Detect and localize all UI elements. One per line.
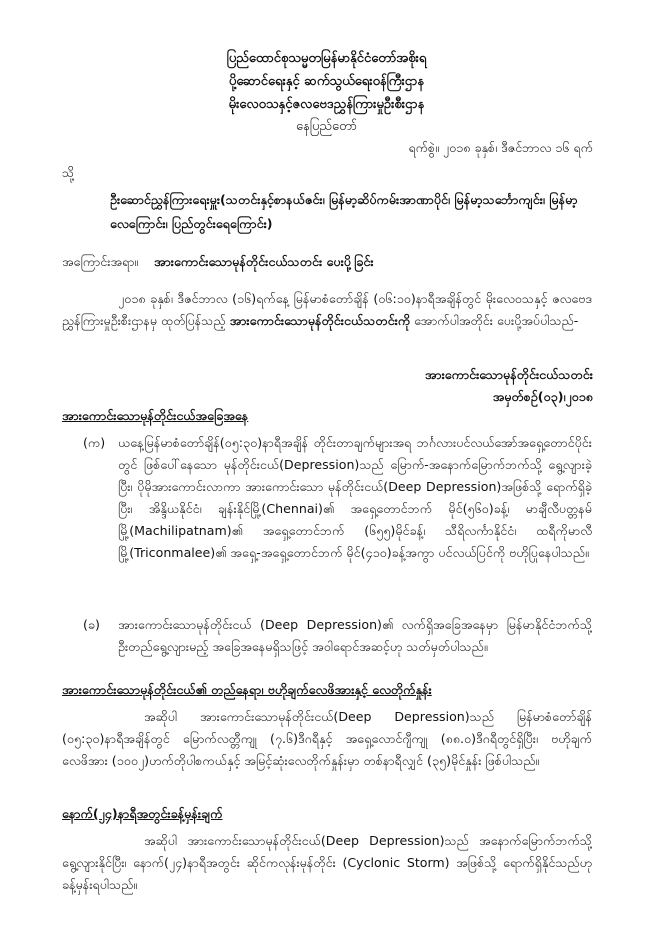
subject-label: အကြောင်းအရာ။	[62, 254, 139, 269]
item-a-text: ယနေ့မြန်မာစံတော်ချိန်(၀၅:၃၀)နာရီအချိန် တိုင်းတာချက်များအရ ဘင်္ဂလားပင်လယ်အော်အရှေ့တောင်ပိုင်းတွင် ဖြစ်ပေါ်နေသော မုန်တိုင်းငယ်(Depression)သည် မြောက်-အနောက်မြောက်ဘက်သို့ ရွေ့လျားခဲ့ပြီး၊ ပိုမိုအားကောင်းလာကာ အားကောင်းသော မုန်တိုင်းငယ်(Deep Depression)အဖြစ်သို့ ရောက်ရှိခဲ့ပြီး၊ အိန္ဒိယနိုင်ငံ၊ ချန်းနိုင်မြို့(Chennai)၏ အရှေ့တောင်ဘက် မိုင်(၅၆၀)ခန့်၊ မာချီလီပတ္တနမ်မြို့(Machilipatnam)၏ အရှေ့တောင်ဘက် (၆၅၅)မိုင်ခန့်၊ သီရိလင်္ကာနိုင်ငံ၊ ထရီကိုမာလီမြို့(Triconmalee)၏ အရှေ့-အရှေ့တောင်ဘက် မိုင်(၄၁၀)ခန့်အကွာ ပင်လယ်ပြင်ကို ဗဟိုပြုနေပါသည်။	[118, 435, 592, 560]
item-b-number: (ခ)	[83, 617, 100, 632]
item-a-number: (က)	[83, 435, 106, 450]
recipients: ဦးဆောင်ညွှန်ကြားရေးမှူး(သတင်းနှင့်စာနယ်ဇင်း၊ မြန်မာ့ဆိပ်ကမ်းအာဏာပိုင်၊ မြန်မာ့သင်္ဘောကျင်း၊ မြန်မာ့လေကြောင်း၊ ပြည်တွင်းရေကြောင်း)	[110, 192, 578, 231]
to-label: သို့	[62, 165, 75, 180]
section3-heading: နောက်(၂၄)နာရီအတွင်းခန့်မှန်းချက်	[62, 806, 223, 821]
section3-text: အဆိုပါ အားကောင်းသောမုန်တိုင်းငယ်(Deep Depression)သည် အနောက်မြောက်ဘက်သို့ ရွေ့လျားနိုင်ပြီး၊ နောက်(၂၄)နာရီအတွင်း ဆိုင်ကလုန်းမုန်တိုင်း (Cyclonic Storm) အဖြစ်သို့ ရောက်ရှိနိုင်သည်ဟု ခန့်မှန်းရပါသည်။	[62, 833, 592, 892]
section1-item-a	[83, 432, 592, 564]
intro-tail: အောက်ပါအတိုင်း ပေးပို့အပ်ပါသည်-	[414, 313, 579, 328]
bulletin-number: အမှတ်စဉ်(၀၃)၊၂၀၁၈	[492, 389, 593, 404]
header-city: နေပြည်တော်	[295, 119, 357, 134]
subject-line	[62, 254, 374, 273]
header-department: မိုးလေဝသနှင့်ဇလဗေဒညွှန်ကြားမှုဦးစီးဌာန	[228, 97, 425, 112]
bulletin-title: အားကောင်းသောမုန်တိုင်းငယ်သတင်း	[424, 367, 593, 382]
item-b-text: အားကောင်းသောမုန်တိုင်းငယ် (Deep Depression)၏ လက်ရှိအခြေအနေမှာ မြန်မာနိုင်ငံဘက်သို့ ဦးတည်ရွေ့လျားမည့် အခြေအနေမရှိသဖြင့် အဝါရောင်အဆင့်ဟု သတ်မှတ်ပါသည်။	[118, 617, 592, 654]
section1-heading: အားကောင်းသောမုန်တိုင်းငယ်အခြေအနေ	[62, 408, 249, 423]
intro-text: ၂၀၁၈ ခုနှစ်၊ ဒီဇင်ဘာလ (၁၆)ရက်နေ့ မြန်မာစံတော်ချိန် (၀၆:၁၀)နာရီအချိန်တွင် မိုးလေဝသနှင့် ဇလဗေဒညွှန်ကြားမှုဦးစီးဌာနမှ ထုတ်ပြန်သည့်	[62, 291, 592, 328]
header-government: ပြည်ထောင်စုသမ္မတမြန်မာနိုင်ငံတော်အစိုးရ	[226, 51, 427, 66]
intro-bold: အားကောင်းသောမုန်တိုင်းငယ်သတင်းကို	[229, 313, 411, 328]
header-ministry: ပို့ဆောင်ရေးနှင့် ဆက်သွယ်ရေးဝန်ကြီးဌာန	[228, 74, 425, 89]
section1-item-b	[83, 614, 592, 658]
subject-text: အားကောင်းသောမုန်တိုင်းငယ်သတင်း ပေးပို့ခြင်း	[154, 254, 374, 269]
letter-date: ရက်စွဲ။ ၂၀၁၈ ခုနှစ်၊ ဒီဇင်ဘာလ ၁၆ ရက်	[408, 140, 593, 155]
section2-heading: အားကောင်းသောမုန်တိုင်းငယ်၏ တည်နေရာ၊ ဗဟိုချက်လေဖိအားနှင့် လေတိုက်နှုန်း	[62, 682, 432, 697]
section2-text: အဆိုပါ အားကောင်းသောမုန်တိုင်းငယ်(Deep Depression)သည် မြန်မာစံတော်ချိန် (၀၅:၃၀)နာရီအချိန်တွင် မြောက်လတ္တီကျု (၇.၆)ဒီဂရီနှင့် အရှေ့လောင်ဂျီကျု (၈၈.၀)ဒီဂရီတွင်ရှိပြီး၊ ဗဟိုချက်လေဖိအား (၁၀၀၂)ဟက်တိုပါစကယ်နှင့် အမြင့်ဆုံးလေတိုက်နှုန်းမှာ တစ်နာရီလျှင် (၃၅)မိုင်နှုန်း ဖြစ်ပါသည်။	[62, 709, 592, 768]
intro-paragraph	[62, 288, 592, 332]
